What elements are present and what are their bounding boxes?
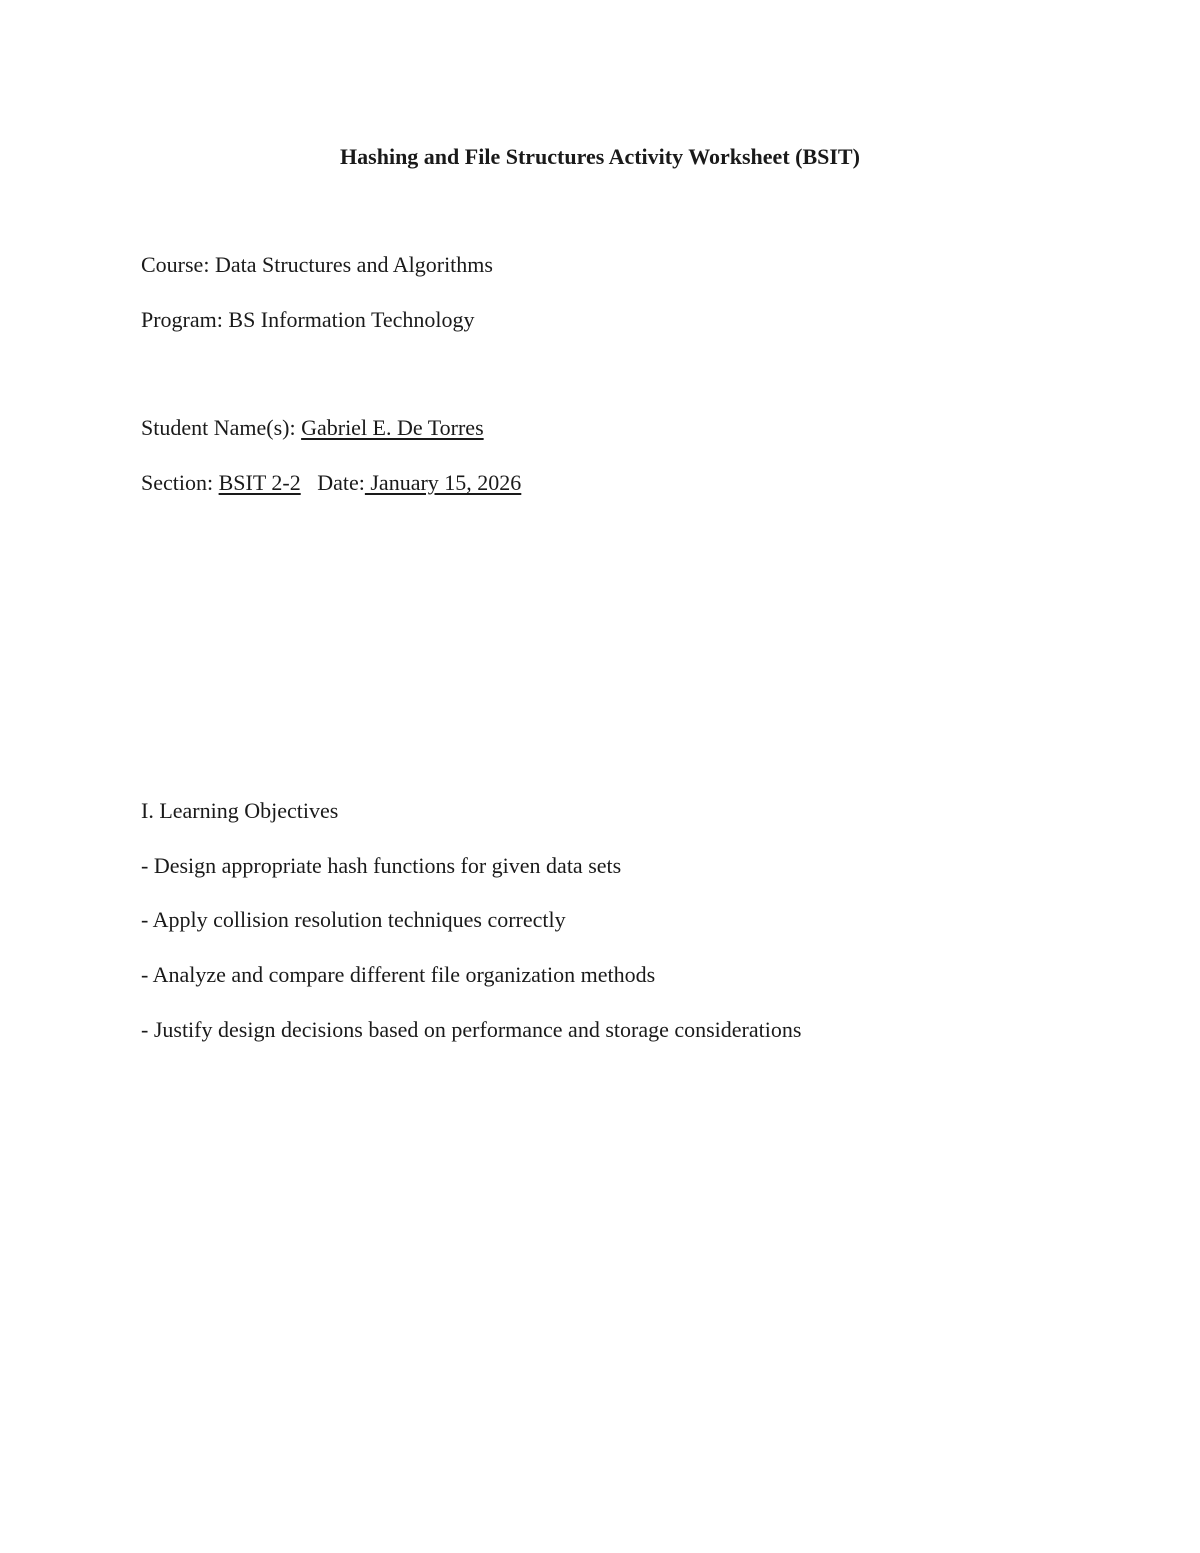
objective-item: - Analyze and compare different file organization methods xyxy=(141,962,656,987)
section-label: Section: xyxy=(141,470,219,495)
program-line xyxy=(141,304,475,336)
course-line xyxy=(141,249,493,281)
program-label: Program: xyxy=(141,307,229,332)
program-value: BS Information Technology xyxy=(228,307,475,332)
course-label: Course: xyxy=(141,252,215,277)
section-date-line xyxy=(141,467,521,499)
objective-item: - Apply collision resolution techniques correctly xyxy=(141,907,566,932)
objectives-heading: I. Learning Objectives xyxy=(141,798,339,823)
student-label: Student Name(s): xyxy=(141,415,302,440)
student-line xyxy=(141,412,484,444)
student-name-value: Gabriel E. De Torres xyxy=(301,415,484,440)
objective-item: - Justify design decisions based on performance and storage considerations xyxy=(141,1017,802,1042)
objective-item: - Design appropriate hash functions for given data sets xyxy=(141,853,622,878)
course-value: Data Structures and Algorithms xyxy=(214,252,493,277)
section-value: BSIT 2-2 xyxy=(218,470,301,495)
date-label: Date: xyxy=(300,470,365,495)
date-value: January 15, 2026 xyxy=(364,470,522,495)
document-title: Hashing and File Structures Activity Worksheet (BSIT) xyxy=(340,144,860,169)
